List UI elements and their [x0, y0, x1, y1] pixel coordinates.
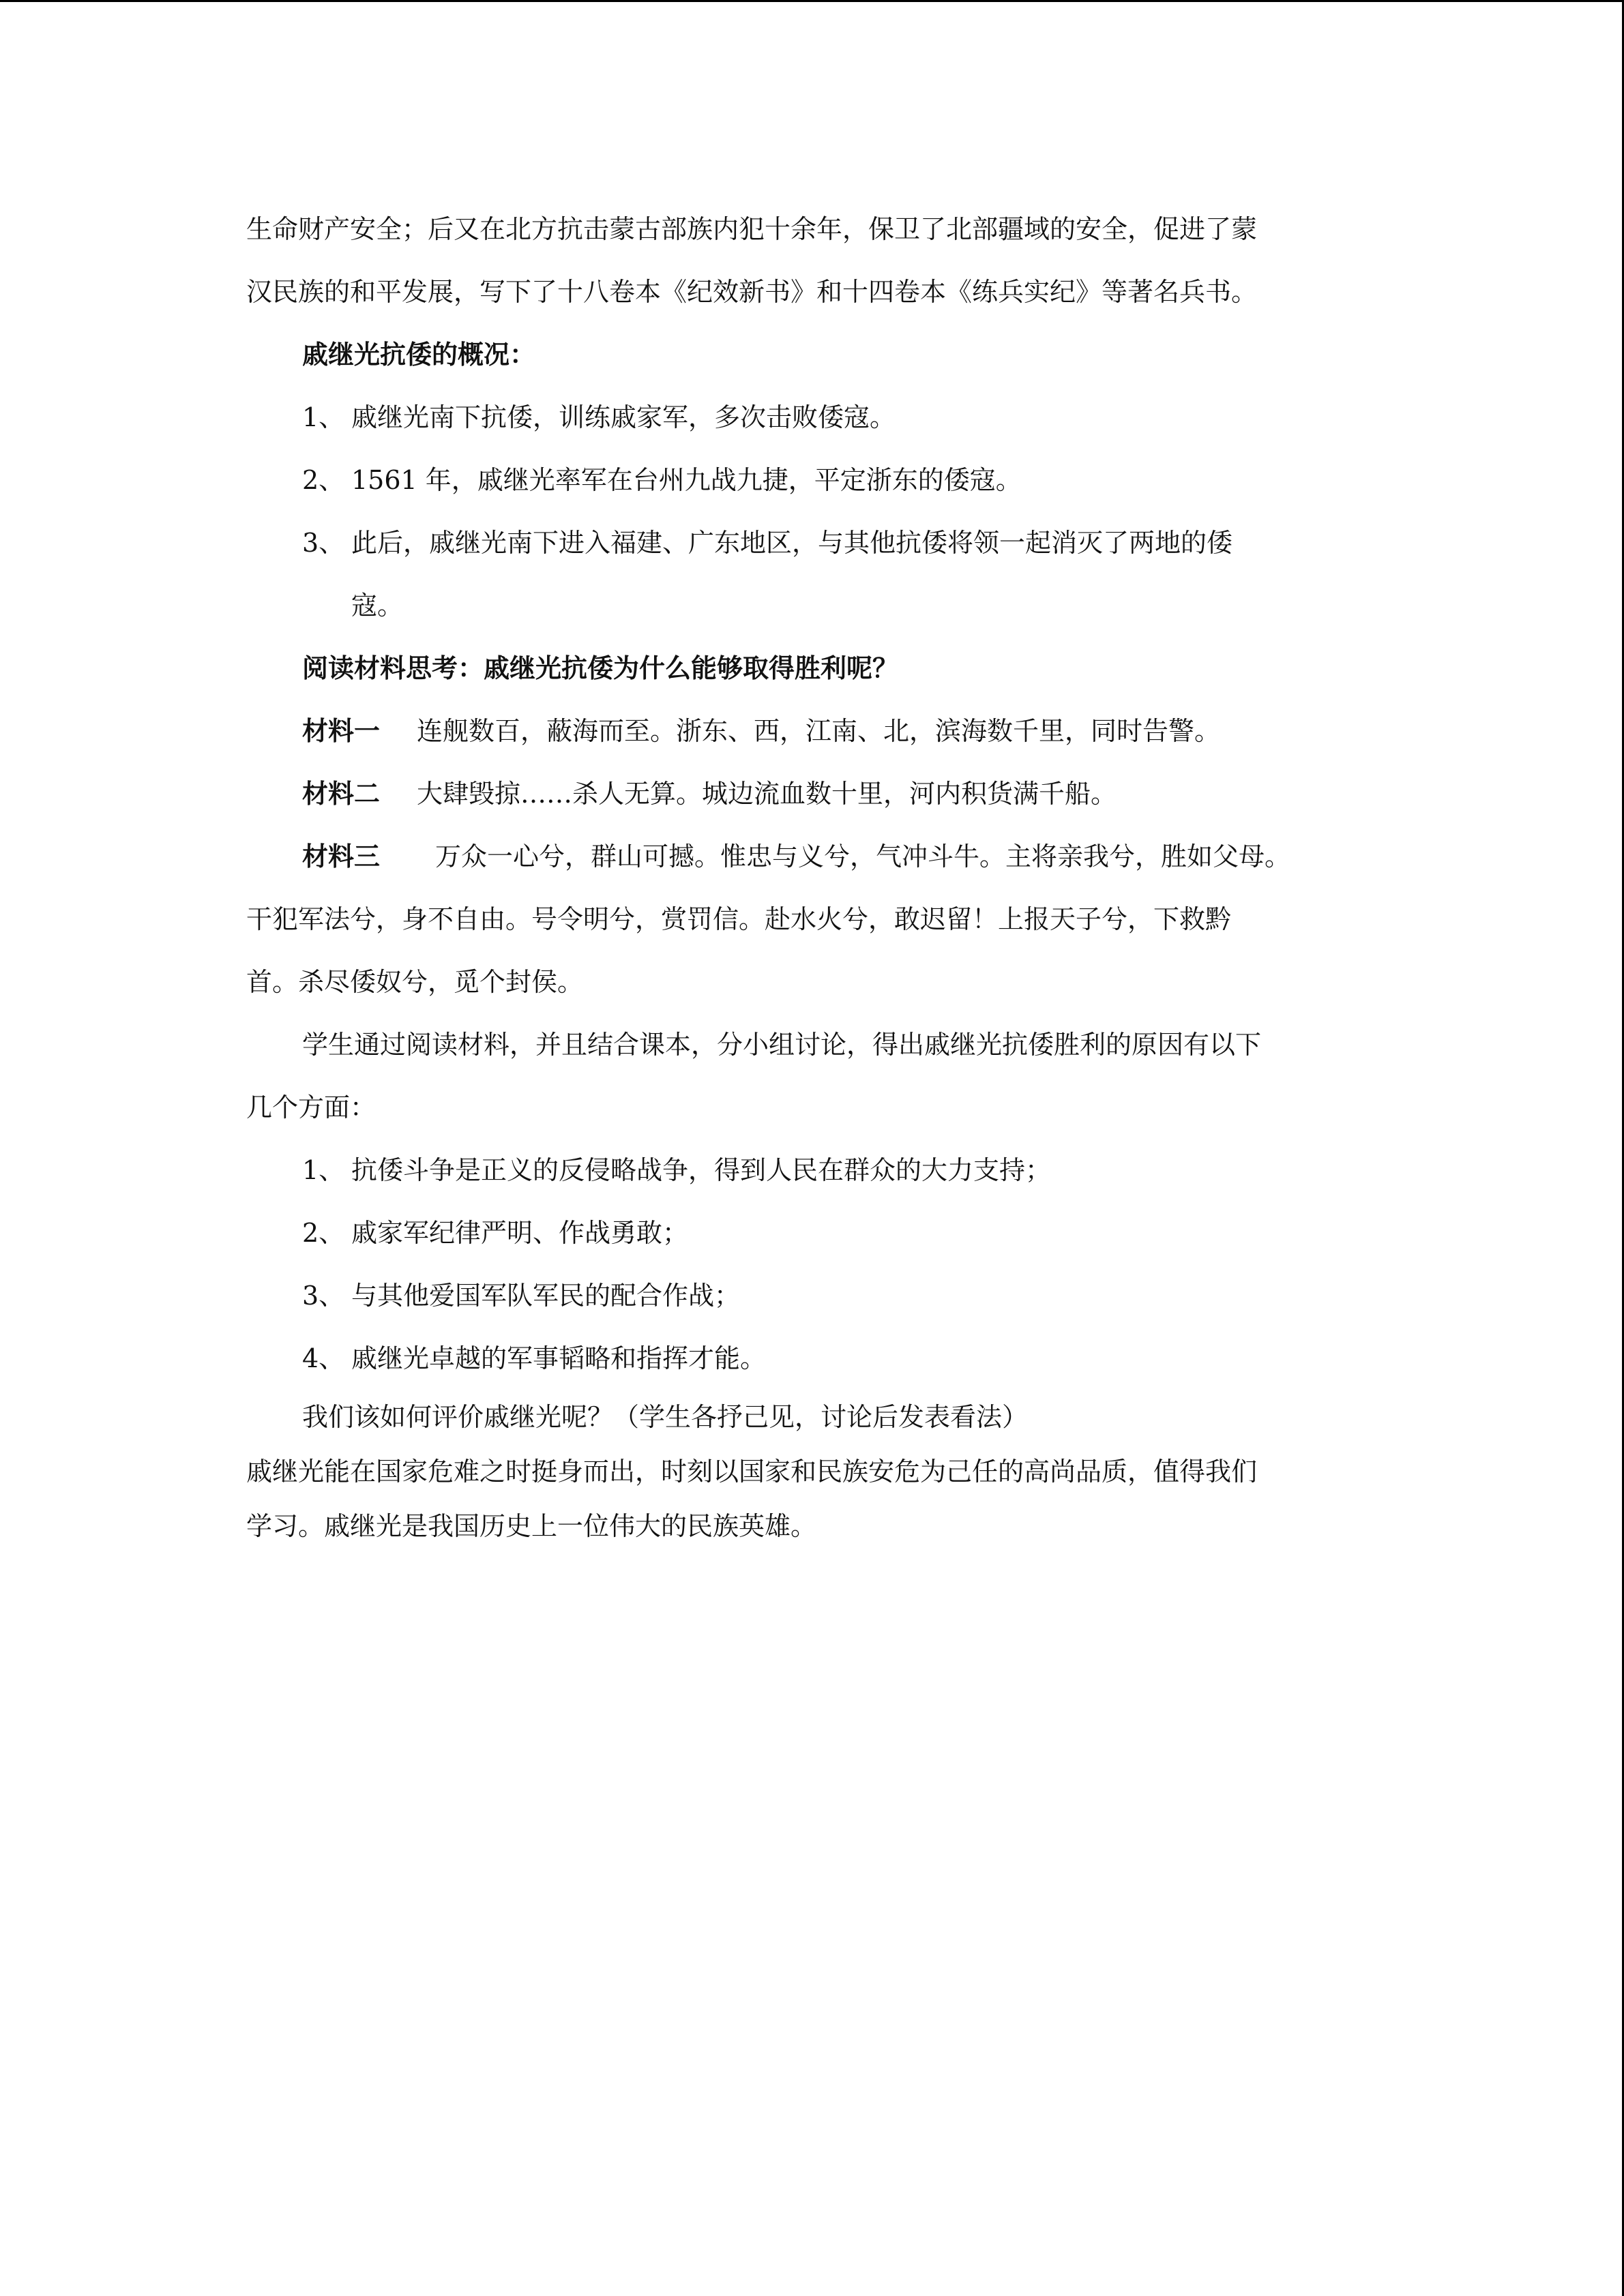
material-label: 材料二: [302, 778, 381, 809]
overview-item-text-continued: 寇。: [351, 591, 404, 621]
reason-item-3: [246, 1264, 1378, 1327]
reason-text: 戚家军纪律严明、作战勇敢；: [351, 1218, 689, 1248]
discussion-line-2: 几个方面：: [246, 1092, 377, 1122]
intro-line-1: 生命财产安全；后又在北方抗击蒙古部族内犯十余年，保卫了北部疆域的安全，促进了蒙: [246, 214, 1258, 244]
reason-number: 4、: [302, 1343, 345, 1373]
material-3: [246, 825, 1378, 888]
overview-item-number: 1、: [302, 402, 345, 432]
overview-item-3: [246, 511, 1378, 574]
material-2: [246, 762, 1378, 825]
reason-text: 抗倭斗争是正义的反侵略战争，得到人民在群众的大力支持；: [351, 1155, 1052, 1185]
overview-heading: 戚继光抗倭的概况：: [302, 339, 536, 370]
conclusion-line-1: 戚继光能在国家危难之时挺身而出，时刻以国家和民族安危为己任的高尚品质，值得我们: [246, 1457, 1258, 1487]
material-3-line-3: 首。杀尽倭奴兮，觅个封侯。: [246, 967, 584, 997]
overview-item-text: 1561 年，戚继光率军在台州九战九捷，平定浙东的倭寇。: [351, 465, 1022, 495]
overview-item-text: 此后，戚继光南下进入福建、广东地区，与其他抗倭将领一起消灭了两地的倭: [351, 528, 1233, 558]
material-label: 材料一: [302, 715, 381, 746]
overview-item-text: 戚继光南下抗倭，训练戚家军，多次击败倭寇。: [351, 402, 896, 432]
reason-number: 1、: [302, 1155, 345, 1185]
discussion-line-1: 学生通过阅读材料，并且结合课本，分小组讨论，得出戚继光抗倭胜利的原因有以下: [302, 1030, 1262, 1060]
reason-number: 3、: [302, 1281, 345, 1311]
overview-item-2: [246, 449, 1378, 511]
intro-line-2: 汉民族的和平发展，写下了十八卷本《纪效新书》和十四卷本《练兵实纪》等著名兵书。: [246, 277, 1258, 307]
overview-item-number: 2、: [302, 465, 345, 495]
reason-item-2: [246, 1202, 1378, 1264]
reading-heading: 阅读材料思考：戚继光抗倭为什么能够取得胜利呢？: [302, 653, 899, 683]
material-1: [246, 700, 1378, 762]
reason-item-1: [246, 1139, 1378, 1202]
document-page: [246, 198, 1378, 1553]
overview-item-number: 3、: [302, 528, 345, 558]
evaluation-question: 我们该如何评价戚继光呢？（学生各抒己见，讨论后发表看法）: [302, 1402, 1029, 1432]
material-text: 万众一心兮，群山可撼。惟忠与义兮，气冲斗牛。主将亲我兮，胜如父母。: [435, 841, 1291, 871]
overview-item-3-continued: [246, 574, 1378, 637]
material-label: 材料三: [302, 841, 381, 871]
conclusion-line-2: 学习。戚继光是我国历史上一位伟大的民族英雄。: [246, 1511, 817, 1541]
reason-item-4: [246, 1327, 1378, 1390]
material-text: 大肆毁掠……杀人无算。城边流血数十里，河内积货满千船。: [417, 779, 1117, 809]
reason-text: 戚继光卓越的军事韬略和指挥才能。: [351, 1343, 767, 1373]
reason-text: 与其他爱国军队军民的配合作战；: [351, 1281, 741, 1311]
material-3-line-2: 干犯军法兮，身不自由。号令明兮，赏罚信。赴水火兮，敢迟留！上报天子兮，下救黔: [246, 904, 1232, 934]
overview-item-1: [246, 386, 1378, 449]
page-top-border: [0, 0, 1624, 2]
material-text: 连舰数百，蔽海而至。浙东、西，江南、北，滨海数千里，同时告警。: [417, 716, 1221, 746]
reason-number: 2、: [302, 1218, 345, 1248]
